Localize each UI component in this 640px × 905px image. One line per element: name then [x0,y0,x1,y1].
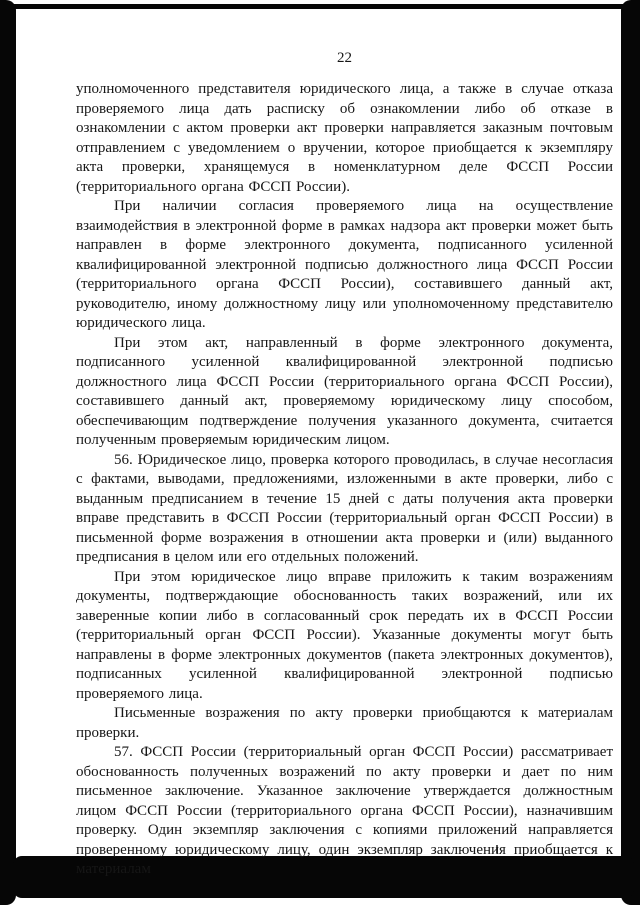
document-page [76,50,613,880]
paragraph-continuation: уполномоченного представителя юридического лица, а также в случае отказа проверяемого лица дать расписку об ознакомлении либо об отказе в ознакомлении с актом проверки акт проверки направляется заказным почтовым отправлением с уведомлением о вручении, которое приобщается к экземпляру акта проверки, хранящемуся в номенклатурном деле ФССП России (территориального органа ФССП России). [76,81,613,195]
paragraph-written-objections: Письменные возражения по акту проверки приобщаются к материалам проверки. [76,705,613,741]
paragraph-item-56: 56. Юридическое лицо, проверка которого проводилась, в случае несогласия с фактами, выводами, предложениями, изложенными в акте проверки, либо с выданным предписанием в течение 15 дней с даты получения акта проверки вправе представить в ФССП России (территориальный орган ФССП России) в письменной форме возражения в отношении акта проверки и (или) выданного предписания в целом или его отдельных положений. [76,451,613,565]
paragraph-objection-documents: При этом юридическое лицо вправе приложить к таким возражениям документы, подтверждающие обоснованность таких возражений, или их заверенные копии либо в согласованный срок передать их в ФССП России (территориальный орган ФССП России). Указанные документы могут быть направлены в форме электронных документов (пакета электронных документов), подписанных усиленной квалифицированной электронной подписью проверяемого лица. [76,568,613,702]
paragraph-item-57: 57. ФССП России (территориальный орган ФССП России) рассматривает обоснованность полученных возражений по акту проверки и дает по ним письменное заключение. Указанное заключение утверждается должностным лицом ФССП России (территориального органа ФССП России), назначившим проверку. Один экземпляр заключения с копиями приложений направляется проверенному юридическому лицу, один экземпляр заключения приобщается к материалам [76,744,613,877]
paragraph-electronic-form: При наличии согласия проверяемого лица на осуществление взаимодействия в электронной форме в рамках надзора акт проверки может быть направлен в форме электронного документа, подписанного усиленной квалифицированной электронной подписью должностного лица ФССП России (территориального органа ФССП России), составившего данный акт, руководителю, иному должностному лицу или уполномоченному представителю юридического лица. [76,198,613,331]
scan-artifact-top-line [6,4,636,9]
page-number: 22 [337,50,352,66]
document-body [76,80,613,880]
paragraph-act-received: При этом акт, направленный в форме электронного документа, подписанного усиленной квалифицированной электронной подписью должностного лица ФССП России (территориального органа ФССП России), составившего данный акт, проверяемому юридическому лицу способом, обеспечивающим подтверждение получения указанного документа, считается полученным проверяемым юридическим лицом. [76,334,613,448]
scan-artifact-right-strip [621,0,640,905]
scan-artifact-left-strip [0,0,16,905]
